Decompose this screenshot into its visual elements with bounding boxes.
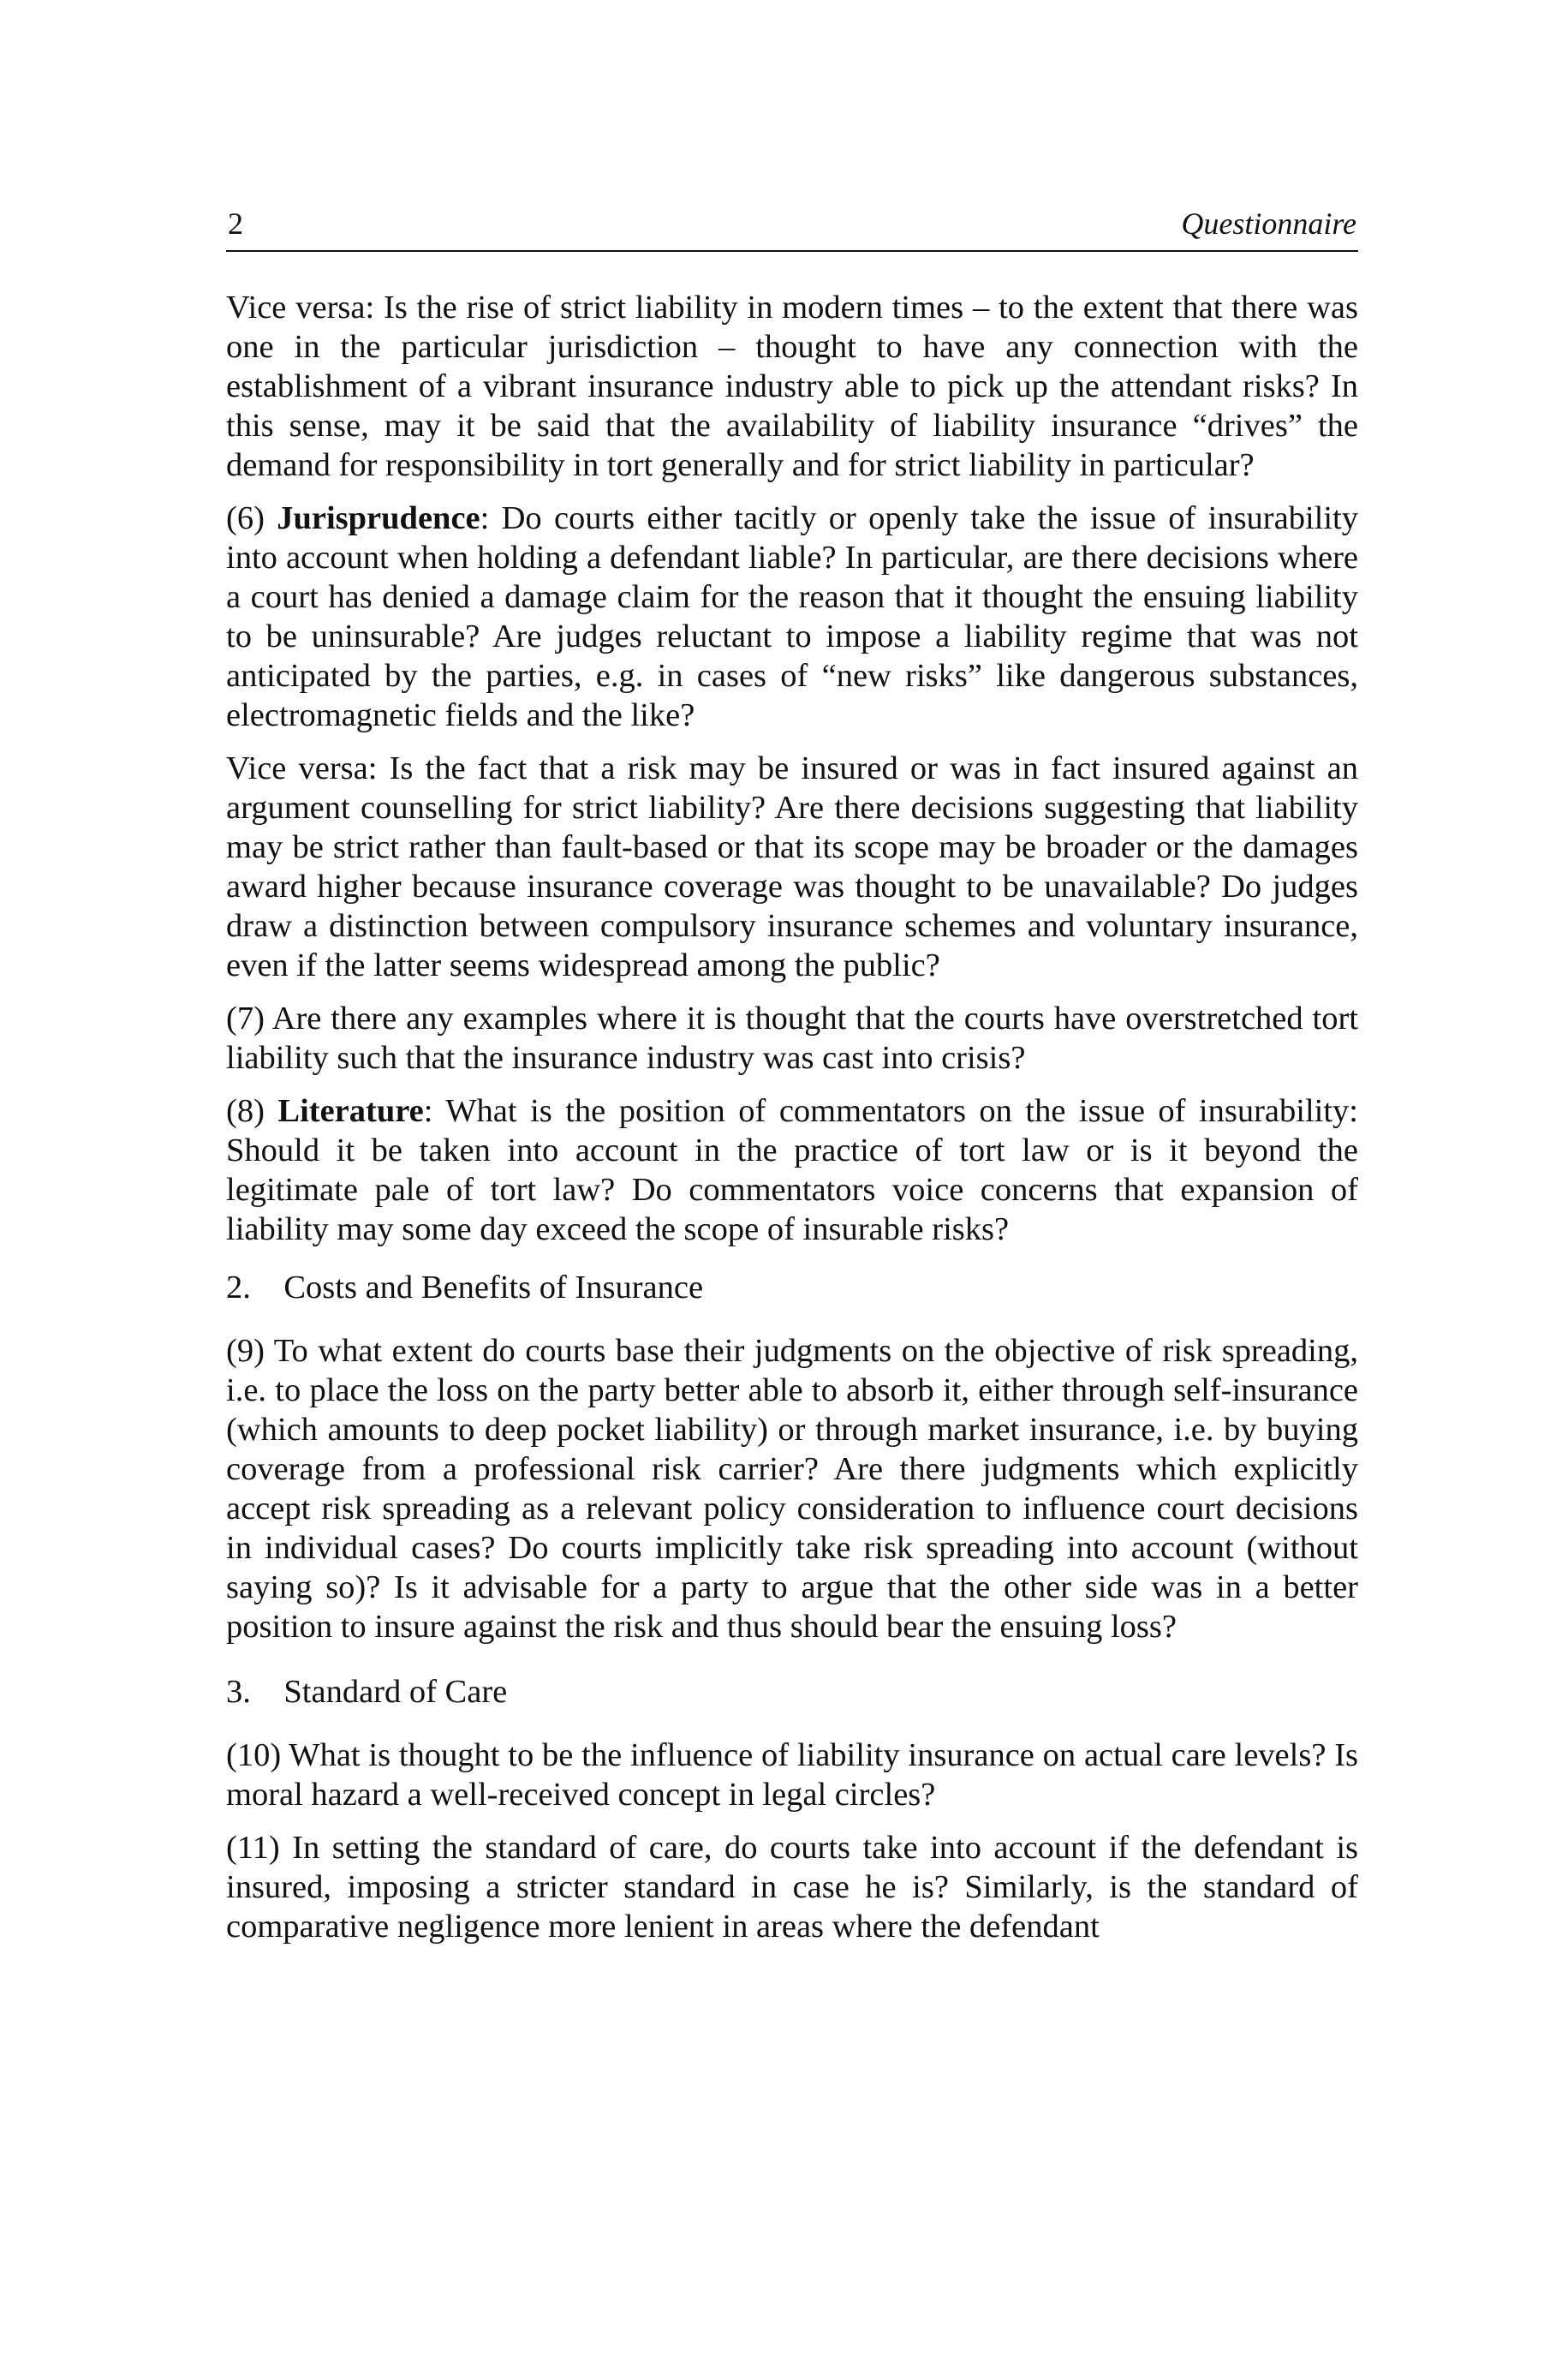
section-heading-costs-benefits: 2. Costs and Benefits of Insurance bbox=[226, 1270, 704, 1306]
question-7: (7) Are there any examples where it is thought that the courts have overstretched tort liability such that the insurance industry was cast into crisis? bbox=[226, 1001, 1358, 1076]
question-text: : Do courts either tacitly or openly take the issue of insurability into account when holding a defendant liable? In particular, are there decisions where a court has denied a damage claim for the reason that it thought the ensuing liability to be uninsurable? Are judges reluctant to impose a liability regime that was not anticipated by the parties, e.g. in cases of “new risks” like dangerous substances, electromagnetic fields and the like? bbox=[226, 500, 1358, 733]
page-header bbox=[226, 202, 1358, 252]
question-text: : What is the position of commentators on the issue of insurability: Should it be taken into account in the practice of tort law or is it beyond the legitimate pale of tort law? Do commentators voice concerns that expansion of liability may some day exceed the scope of insurable risks? bbox=[226, 1093, 1359, 1247]
question-6-jurisprudence bbox=[226, 499, 1358, 735]
question-11: (11) In setting the standard of care, do courts take into account if the defendant is insured, imposing a stricter standard in case he is? Similarly, is the standard of comparative negligence more lenient in areas where the defendant bbox=[226, 1830, 1358, 1945]
question-10: (10) What is thought to be the influence of liability insurance on actual care levels? Is moral hazard a well-received concept in legal circles? bbox=[226, 1737, 1358, 1813]
page-number: 2 bbox=[228, 206, 243, 241]
section-heading-standard-of-care: 3. Standard of Care bbox=[226, 1674, 508, 1710]
question-number: (8) bbox=[226, 1093, 265, 1129]
question-8-literature bbox=[226, 1091, 1358, 1249]
text-body bbox=[226, 288, 1358, 1960]
paragraph-vice-versa-strict-liability: Vice versa: Is the rise of strict liability in modern times – to the extent that there was one in the particular jurisdiction – thought to have any connection with the establishment of a vibrant insurance industry able to pick up the attendant risks? In this sense, may it be said that the availability of liability insurance “drives” the demand for responsibility in tort generally and for strict liability in particular? bbox=[226, 290, 1358, 483]
paragraph-vice-versa-insured-risk: Vice versa: Is the fact that a risk may be insured or was in fact insured against an argument counselling for strict liability? Are there decisions suggesting that liability may be strict rather than fault-based or that its scope may be broader or the damages award higher because insurance coverage was thought to be unavailable? Do judges draw a distinction between compulsory insurance schemes and voluntary insurance, even if the latter seems widespread among the public? bbox=[226, 750, 1358, 983]
question-label: Literature bbox=[277, 1093, 424, 1129]
question-9: (9) To what extent do courts base their judgments on the objective of risk spreading, i.e. to place the loss on the party better able to absorb it, either through self-insurance (which amounts to deep pocket liability) or through market insurance, i.e. by buying coverage from a professional risk carrier? Are there judgments which explicitly accept risk spreading as a relevant policy consideration to influence court decisions in individual cases? Do courts implicitly take risk spreading into account (without saying so)? Is it advisable for a party to argue that the other side was in a better position to insure against the risk and thus should bear the ensuing loss? bbox=[226, 1333, 1358, 1645]
question-number: (6) bbox=[226, 500, 265, 536]
question-label: Jurisprudence bbox=[277, 500, 480, 536]
running-title: Questionnaire bbox=[1181, 206, 1356, 241]
